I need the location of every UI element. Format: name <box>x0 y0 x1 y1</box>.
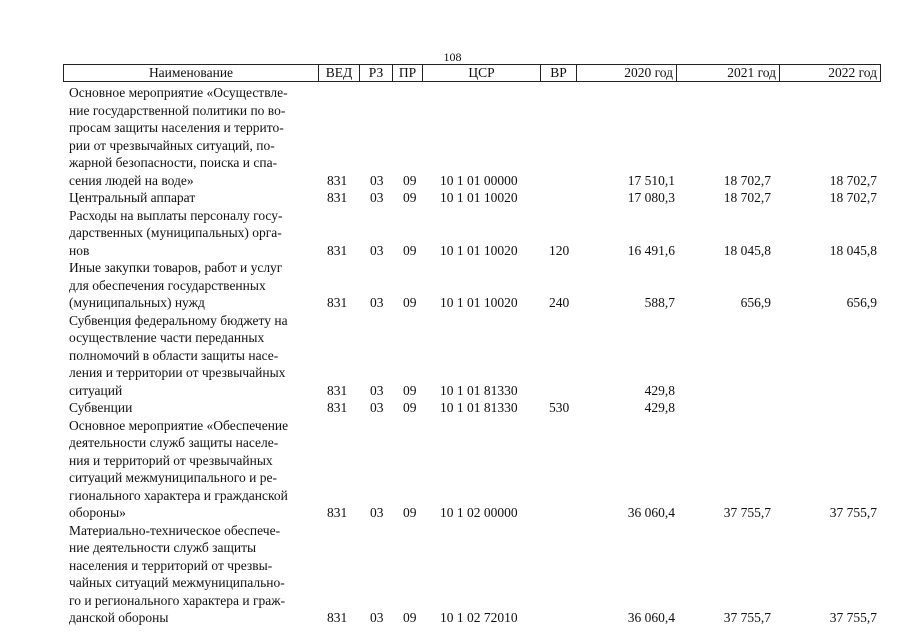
row-name: Расходы на выплаты персоналу госу- дарственных (муниципальных) орга- нов <box>69 207 283 258</box>
cell-2020: 588,7 <box>644 295 675 310</box>
cell-2020: 16 491,6 <box>627 242 675 258</box>
cell-csr: 10 1 01 81330 <box>440 382 518 398</box>
cell-csr: 10 1 01 10020 <box>440 242 518 258</box>
cell-pr: 09 <box>403 400 417 415</box>
cell-rz: 03 <box>370 242 384 258</box>
cell-csr: 10 1 02 00000 <box>440 505 518 520</box>
row-name: Центральный аппарат <box>69 190 196 205</box>
row-name: Основное мероприятие «Осуществле- ние государственной политики по во- просам защиты населения и террито- рии от чрезвычайных ситуаций, по- жарной безопасности, поиска и спа- сения людей на воде» <box>69 85 288 188</box>
cell-2022: 656,9 <box>846 295 877 310</box>
cell-rz: 03 <box>370 400 384 415</box>
table-header <box>63 64 881 82</box>
row-name: Субвенция федеральному бюджету на осуществление части переданных полномочий в области защиты насе- ления и территории от чрезвычайных ситуаций <box>69 312 288 398</box>
table-row <box>69 312 881 400</box>
cell-ved: 831 <box>327 295 348 310</box>
cell-pr: 09 <box>403 610 417 625</box>
cell-csr: 10 1 02 72010 <box>440 610 518 625</box>
table-row <box>69 84 881 189</box>
table-row <box>69 399 881 417</box>
cell-pr: 09 <box>403 242 417 258</box>
header-ved: ВЕД <box>319 65 360 81</box>
table-row <box>69 189 881 207</box>
cell-vr: 120 <box>549 242 570 258</box>
cell-ved: 831 <box>327 610 348 625</box>
cell-2020: 36 060,4 <box>627 610 675 625</box>
cell-2022: 18 702,7 <box>829 190 877 205</box>
header-2022: 2022 год <box>828 65 877 80</box>
cell-2022: 18 045,8 <box>829 242 877 258</box>
cell-ved: 831 <box>327 505 348 520</box>
cell-csr: 10 1 01 81330 <box>440 400 518 415</box>
cell-pr: 09 <box>403 190 417 205</box>
cell-2022: 37 755,7 <box>829 610 877 625</box>
cell-2021: 656,9 <box>740 295 771 310</box>
cell-2020: 429,8 <box>644 400 675 415</box>
cell-pr: 09 <box>403 382 417 398</box>
cell-2020: 17 080,3 <box>627 190 675 205</box>
cell-2021: 18 045,8 <box>723 242 771 258</box>
header-name: Наименование <box>64 65 319 81</box>
header-pr: ПР <box>393 65 423 81</box>
cell-ved: 831 <box>327 242 348 258</box>
row-name: Субвенции <box>69 400 133 415</box>
cell-rz: 03 <box>370 505 384 520</box>
cell-rz: 03 <box>370 190 384 205</box>
cell-rz: 03 <box>370 382 384 398</box>
cell-pr: 09 <box>403 505 417 520</box>
cell-vr: 530 <box>549 400 570 415</box>
page-number: 108 <box>443 50 462 64</box>
cell-2020: 17 510,1 <box>627 172 675 188</box>
table-row <box>69 522 881 627</box>
cell-rz: 03 <box>370 172 384 188</box>
cell-rz: 03 <box>370 295 384 310</box>
cell-ved: 831 <box>327 382 348 398</box>
cell-ved: 831 <box>327 172 348 188</box>
cell-rz: 03 <box>370 610 384 625</box>
cell-2021: 18 702,7 <box>723 190 771 205</box>
header-vr: ВР <box>541 65 577 81</box>
cell-2022: 18 702,7 <box>829 172 877 188</box>
header-2021: 2021 год <box>677 65 780 81</box>
cell-csr: 10 1 01 10020 <box>440 295 518 310</box>
cell-csr: 10 1 01 10020 <box>440 190 518 205</box>
cell-pr: 09 <box>403 295 417 310</box>
row-name: Материально-техническое обеспече- ние деятельности служб защиты населения и территорий от чрезвы- чайных ситуаций межмуниципально- го и регионального характера и граж- данской обороны <box>69 522 286 625</box>
cell-2020: 36 060,4 <box>627 505 675 520</box>
table-row <box>69 259 881 312</box>
header-2020: 2020 год <box>577 65 677 81</box>
cell-vr: 240 <box>549 295 570 310</box>
header-csr: ЦСР <box>423 65 541 81</box>
cell-ved: 831 <box>327 400 348 415</box>
header-rz: РЗ <box>360 65 393 81</box>
cell-2021: 18 702,7 <box>723 172 771 188</box>
cell-pr: 09 <box>403 172 417 188</box>
table-row <box>69 417 881 522</box>
table-row <box>69 207 881 260</box>
cell-2021: 37 755,7 <box>723 505 771 520</box>
row-name: Иные закупки товаров, работ и услуг для обеспечения государственных (муниципальных) нужд <box>69 260 283 310</box>
cell-csr: 10 1 01 00000 <box>440 172 518 188</box>
row-name: Основное мероприятие «Обеспечение деятельности служб защиты населе- ния и территорий от чрезвычайных ситуаций межмуниципального и ре- гионального характера и гражданской обороны» <box>69 417 289 520</box>
cell-ved: 831 <box>327 190 348 205</box>
cell-2021: 37 755,7 <box>723 610 771 625</box>
table-body <box>69 84 881 627</box>
cell-2020: 429,8 <box>644 382 675 398</box>
cell-2022: 37 755,7 <box>829 505 877 520</box>
